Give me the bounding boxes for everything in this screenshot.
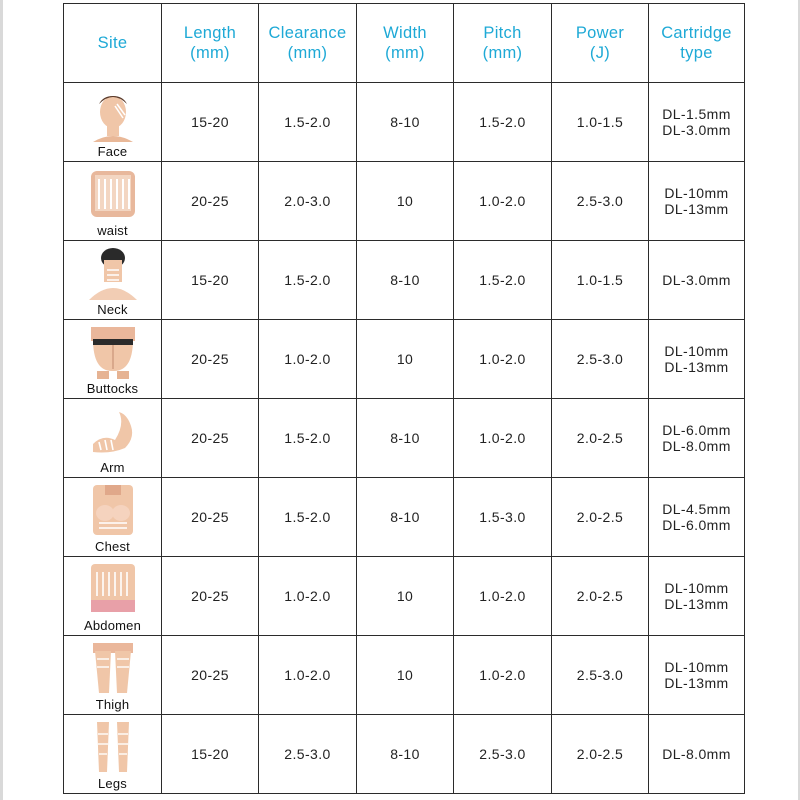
site-label: Abdomen: [83, 618, 142, 633]
power-value: 2.0-2.5: [576, 746, 624, 762]
site-cell: [64, 83, 162, 162]
length-value: 20-25: [191, 588, 229, 604]
header-clearance: [259, 4, 357, 83]
width-value: 10: [396, 667, 414, 683]
length-cell: [162, 241, 259, 320]
length-value: 15-20: [191, 746, 229, 762]
cartridge-value: DL-6.0mm: [662, 517, 731, 533]
width-cell: [357, 399, 454, 478]
header-site-label: Site: [97, 34, 128, 52]
table-row: [64, 320, 745, 399]
table-row: [64, 162, 745, 241]
width-value: 8-10: [390, 746, 420, 762]
clearance-cell: [259, 399, 357, 478]
clearance-cell: [259, 557, 357, 636]
pitch-cell: [454, 557, 552, 636]
length-value: 20-25: [191, 193, 229, 209]
cartridge-cell: [649, 83, 745, 162]
cartridge-cell: [649, 636, 745, 715]
table-row: [64, 715, 745, 794]
width-cell: [357, 241, 454, 320]
pitch-cell: [454, 83, 552, 162]
pitch-cell: [454, 636, 552, 715]
legs-icon: [85, 720, 141, 774]
site-cell: [64, 399, 162, 478]
power-cell: [552, 636, 649, 715]
header-width-unit: (mm): [385, 44, 425, 62]
length-value: 20-25: [191, 667, 229, 683]
power-value: 2.0-2.5: [576, 588, 624, 604]
clearance-cell: [259, 636, 357, 715]
cartridge-cell: [649, 241, 745, 320]
length-value: 20-25: [191, 430, 229, 446]
pitch-value: 1.0-2.0: [479, 588, 526, 604]
left-edge-shadow: [0, 0, 3, 800]
clearance-value: 1.5-2.0: [284, 114, 331, 130]
cartridge-value: DL-13mm: [664, 675, 729, 691]
header-pitch: [454, 4, 552, 83]
length-cell: [162, 636, 259, 715]
header-cartridge: [649, 4, 745, 83]
table-row: [64, 557, 745, 636]
header-power-unit: (J): [589, 44, 611, 62]
header-length-unit: (mm): [190, 44, 230, 62]
width-cell: [357, 557, 454, 636]
cartridge-value: DL-10mm: [664, 185, 729, 201]
length-cell: [162, 83, 259, 162]
cartridge-value: DL-3.0mm: [662, 272, 731, 288]
length-value: 15-20: [191, 114, 229, 130]
power-value: 2.0-2.5: [576, 430, 624, 446]
cartridge-cell: [649, 162, 745, 241]
site-cell: [64, 241, 162, 320]
pitch-cell: [454, 320, 552, 399]
power-value: 1.0-1.5: [576, 272, 624, 288]
cartridge-cell: [649, 478, 745, 557]
clearance-value: 1.5-2.0: [284, 272, 331, 288]
clearance-cell: [259, 478, 357, 557]
cartridge-value: DL-13mm: [664, 359, 729, 375]
site-cell: [64, 557, 162, 636]
pitch-value: 1.5-2.0: [479, 114, 526, 130]
cartridge-cell: [649, 399, 745, 478]
table-row: [64, 83, 745, 162]
length-value: 15-20: [191, 272, 229, 288]
site-label: Buttocks: [86, 381, 139, 396]
clearance-cell: [259, 162, 357, 241]
pitch-cell: [454, 162, 552, 241]
header-length: [162, 4, 259, 83]
cartridge-value: DL-10mm: [664, 580, 729, 596]
power-cell: [552, 478, 649, 557]
cartridge-value: DL-10mm: [664, 659, 729, 675]
clearance-value: 2.5-3.0: [284, 746, 331, 762]
cartridge-value: DL-8.0mm: [662, 438, 731, 454]
table-row: [64, 478, 745, 557]
header-cartridge-title: Cartridge: [661, 24, 732, 42]
power-cell: [552, 715, 649, 794]
power-cell: [552, 83, 649, 162]
cartridge-value: DL-1.5mm: [662, 106, 731, 122]
power-value: 2.5-3.0: [576, 193, 624, 209]
clearance-value: 1.0-2.0: [284, 351, 331, 367]
power-cell: [552, 241, 649, 320]
cartridge-cell: [649, 320, 745, 399]
length-cell: [162, 162, 259, 241]
chest-icon: [85, 483, 141, 537]
header-site: [64, 4, 162, 83]
site-label: Chest: [95, 539, 130, 554]
header-power: [552, 4, 649, 83]
power-cell: [552, 320, 649, 399]
length-cell: [162, 557, 259, 636]
site-cell: [64, 636, 162, 715]
clearance-value: 2.0-3.0: [284, 193, 331, 209]
header-clearance-unit: (mm): [287, 44, 328, 62]
header-power-title: Power: [575, 24, 625, 42]
width-value: 8-10: [390, 509, 420, 525]
header-width: [357, 4, 454, 83]
pitch-value: 1.5-2.0: [479, 272, 526, 288]
table-row: [64, 241, 745, 320]
pitch-cell: [454, 715, 552, 794]
site-cell: [64, 162, 162, 241]
site-cell: [64, 478, 162, 557]
pitch-value: 2.5-3.0: [479, 746, 526, 762]
cartridge-value: DL-8.0mm: [662, 746, 731, 762]
site-label: Face: [97, 144, 128, 159]
cartridge-cell: [649, 715, 745, 794]
cartridge-value: DL-4.5mm: [662, 501, 731, 517]
cartridge-cell: [649, 557, 745, 636]
header-length-title: Length: [183, 24, 237, 42]
clearance-value: 1.0-2.0: [284, 588, 331, 604]
length-cell: [162, 478, 259, 557]
waist-icon: [85, 167, 141, 221]
neck-icon: [85, 246, 141, 300]
width-cell: [357, 320, 454, 399]
arm-icon: [85, 404, 141, 458]
width-cell: [357, 83, 454, 162]
cartridge-value: DL-13mm: [664, 201, 729, 217]
clearance-value: 1.5-2.0: [284, 430, 331, 446]
site-label: Arm: [100, 460, 125, 475]
power-value: 2.5-3.0: [576, 667, 624, 683]
power-cell: [552, 557, 649, 636]
clearance-cell: [259, 715, 357, 794]
length-cell: [162, 399, 259, 478]
width-value: 10: [396, 588, 414, 604]
header-clearance-title: Clearance: [268, 24, 347, 42]
width-cell: [357, 162, 454, 241]
width-cell: [357, 636, 454, 715]
pitch-cell: [454, 241, 552, 320]
abdomen-icon: [85, 562, 141, 616]
site-label: Neck: [97, 302, 128, 317]
pitch-value: 1.0-2.0: [479, 193, 526, 209]
header-pitch-title: Pitch: [483, 24, 522, 42]
site-cell: [64, 715, 162, 794]
pitch-value: 1.0-2.0: [479, 667, 526, 683]
clearance-value: 1.0-2.0: [284, 667, 331, 683]
pitch-cell: [454, 478, 552, 557]
cartridge-value: DL-6.0mm: [662, 422, 731, 438]
table-row: [64, 636, 745, 715]
cartridge-value: DL-3.0mm: [662, 122, 731, 138]
site-cell: [64, 320, 162, 399]
pitch-value: 1.0-2.0: [479, 430, 526, 446]
header-pitch-unit: (mm): [482, 44, 523, 62]
power-value: 2.0-2.5: [576, 509, 624, 525]
pitch-cell: [454, 399, 552, 478]
length-cell: [162, 715, 259, 794]
power-cell: [552, 399, 649, 478]
clearance-cell: [259, 241, 357, 320]
width-value: 8-10: [390, 114, 420, 130]
header-row: [64, 4, 745, 83]
width-value: 10: [396, 351, 414, 367]
site-label: Thigh: [95, 697, 130, 712]
site-label: waist: [97, 223, 128, 238]
width-value: 10: [396, 193, 414, 209]
pitch-value: 1.0-2.0: [479, 351, 526, 367]
width-cell: [357, 478, 454, 557]
cartridge-value: DL-13mm: [664, 596, 729, 612]
length-value: 20-25: [191, 509, 229, 525]
header-width-title: Width: [383, 24, 427, 42]
cartridge-value: DL-10mm: [664, 343, 729, 359]
clearance-cell: [259, 83, 357, 162]
width-cell: [357, 715, 454, 794]
width-value: 8-10: [390, 272, 420, 288]
treatment-parameters-table: [63, 3, 745, 794]
width-value: 8-10: [390, 430, 420, 446]
length-cell: [162, 320, 259, 399]
header-cartridge-unit: type: [680, 44, 713, 62]
face-icon: [85, 88, 141, 142]
power-value: 1.0-1.5: [576, 114, 624, 130]
length-value: 20-25: [191, 351, 229, 367]
power-value: 2.5-3.0: [576, 351, 624, 367]
table-row: [64, 399, 745, 478]
site-label: Legs: [98, 776, 127, 791]
thigh-icon: [85, 641, 141, 695]
pitch-value: 1.5-3.0: [479, 509, 526, 525]
buttocks-icon: [85, 325, 141, 379]
power-cell: [552, 162, 649, 241]
clearance-value: 1.5-2.0: [284, 509, 331, 525]
clearance-cell: [259, 320, 357, 399]
